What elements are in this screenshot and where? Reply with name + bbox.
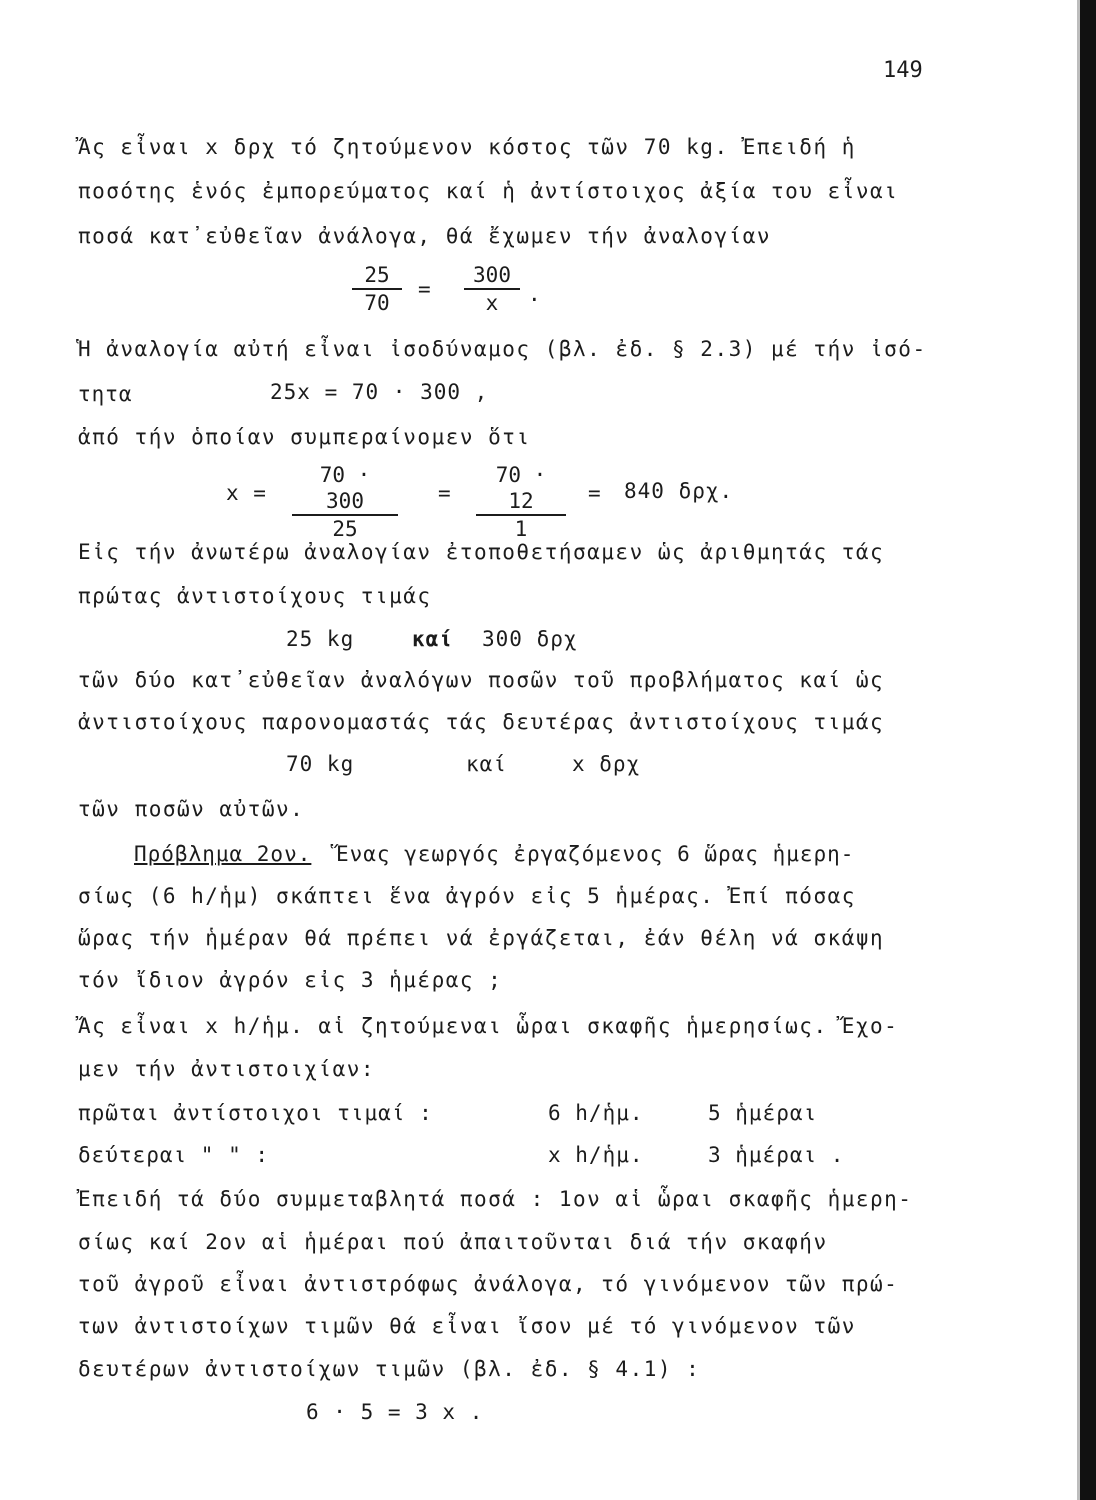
text-line: Ἕνας γεωργός ἐργαζόμενος 6 ὥρας ἡμερη- bbox=[336, 842, 855, 866]
numerator: 300 bbox=[464, 262, 520, 290]
text-line: Ἐπειδή τά δύο συμμεταβλητά ποσά : 1ον αἱ ὧραι σκαφῆς ἡμερη- bbox=[78, 1187, 913, 1211]
table-label: πρῶται ἀντίστοιχοι τιμαί : bbox=[78, 1101, 433, 1125]
table-label: δεύτεραι " " : bbox=[78, 1143, 270, 1167]
denominator: 70 bbox=[364, 291, 390, 315]
text-line: τητα bbox=[78, 382, 133, 406]
period: . bbox=[528, 282, 542, 306]
fraction bbox=[292, 462, 398, 542]
value: 300 δρχ bbox=[482, 627, 578, 651]
text-line: τῶν ποσῶν αὐτῶν. bbox=[78, 797, 305, 821]
denominator: x bbox=[485, 291, 499, 315]
table-value: x h/ἡμ. bbox=[548, 1143, 644, 1167]
fraction bbox=[464, 262, 520, 316]
text-line: τόν ἴδιον ἀγρόν εἰς 3 ἡμέρας ; bbox=[78, 968, 503, 992]
denominator: 25 bbox=[332, 517, 358, 541]
numerator: 70 · 300 bbox=[292, 462, 398, 516]
text-line: πρώτας ἀντιστοίχους τιμάς bbox=[78, 584, 432, 608]
text-line: Ἄς εἶναι x δρχ τό ζητούμενον κόστος τῶν 70 kg. Ἐπειδή ἡ bbox=[78, 135, 856, 159]
table-value: 5 ἡμέραι bbox=[708, 1101, 818, 1125]
text-line: Ἡ ἀναλογία αὐτή εἶναι ἰσοδύναμος (βλ. ἐδ. § 2.3) μέ τήν ἰσό- bbox=[78, 337, 927, 361]
text-line: τοῦ ἀγροῦ εἶναι ἀντιστρόφως ἀνάλογα, τό γινόμενον τῶν πρώ- bbox=[78, 1272, 899, 1296]
value: 25 kg bbox=[286, 627, 355, 651]
equation-result: 840 δρχ. bbox=[624, 479, 734, 503]
page-number: 149 bbox=[883, 58, 923, 83]
text-line: ποσά κατ᾽εὐθεῖαν ἀνάλογα, θά ἔχωμεν τήν ἀναλογίαν bbox=[78, 224, 772, 248]
numerator: 25 bbox=[352, 262, 402, 290]
fraction bbox=[476, 462, 566, 542]
text-line: σίως (6 h/ἡμ) σκάπτει ἕνα ἀγρόν εἰς 5 ἡμέρας. Ἐπί πόσας bbox=[78, 884, 856, 908]
fraction bbox=[352, 262, 402, 316]
value: 70 kg bbox=[286, 752, 355, 776]
equals-sign: = bbox=[418, 277, 432, 301]
equation: 25x = 70 · 300 , bbox=[270, 380, 489, 404]
text-line: μεν τήν ἀντιστοιχίαν: bbox=[78, 1057, 376, 1081]
table-value: 6 h/ἡμ. bbox=[548, 1101, 644, 1125]
text-line: Ἄς εἶναι x h/ἡμ. αἱ ζητούμεναι ὧραι σκαφῆς ἡμερησίως. Ἔχο- bbox=[78, 1014, 899, 1038]
denominator: 1 bbox=[514, 517, 528, 541]
equation: 6 · 5 = 3 x . bbox=[306, 1400, 484, 1424]
text-line: ὥρας τήν ἡμέραν θά πρέπει νά ἐργάζεται, ἐάν θέλη νά σκάψη bbox=[78, 926, 885, 950]
text-line: δευτέρων ἀντιστοίχων τιμῶν (βλ. ἐδ. § 4.1) : bbox=[78, 1357, 701, 1381]
text-line: ἀπό τήν ὁποίαν συμπεραίνομεν ὅτι bbox=[78, 425, 531, 449]
equals-sign: = bbox=[588, 481, 602, 505]
equals-sign: = bbox=[438, 481, 452, 505]
text-line: σίως καί 2ον αἱ ἡμέραι πού ἀπαιτοῦνται διά τήν σκαφήν bbox=[78, 1230, 828, 1254]
table-value: 3 ἡμέραι . bbox=[708, 1143, 845, 1167]
numerator: 70 · 12 bbox=[476, 462, 566, 516]
value: x δρχ bbox=[572, 752, 641, 776]
conjunction: καί bbox=[412, 627, 453, 651]
text-line: τῶν δύο κατ᾽εὐθεῖαν ἀναλόγων ποσῶν τοῦ προβλήματος καί ὡς bbox=[78, 668, 885, 692]
text-line: ἀντιστοίχους παρονομαστάς τάς δευτέρας ἀντιστοίχους τιμάς bbox=[78, 710, 885, 734]
conjunction: καί bbox=[466, 752, 507, 776]
problem-heading: Πρόβλημα 2ον. bbox=[134, 842, 312, 866]
text-line: ποσότης ἑνός ἐμπορεύματος καί ἡ ἀντίστοιχος ἀξία του εἶναι bbox=[78, 179, 899, 203]
equation-lhs: x = bbox=[226, 481, 267, 505]
text-line: Εἰς τήν ἀνωτέρω ἀναλογίαν ἐτοποθετήσαμεν ὡς ἀριθμητάς τάς bbox=[78, 540, 885, 564]
text-line: των ἀντιστοίχων τιμῶν θά εἶναι ἴσον μέ τό γινόμενον τῶν bbox=[78, 1314, 856, 1338]
page-edge bbox=[1080, 0, 1096, 1500]
